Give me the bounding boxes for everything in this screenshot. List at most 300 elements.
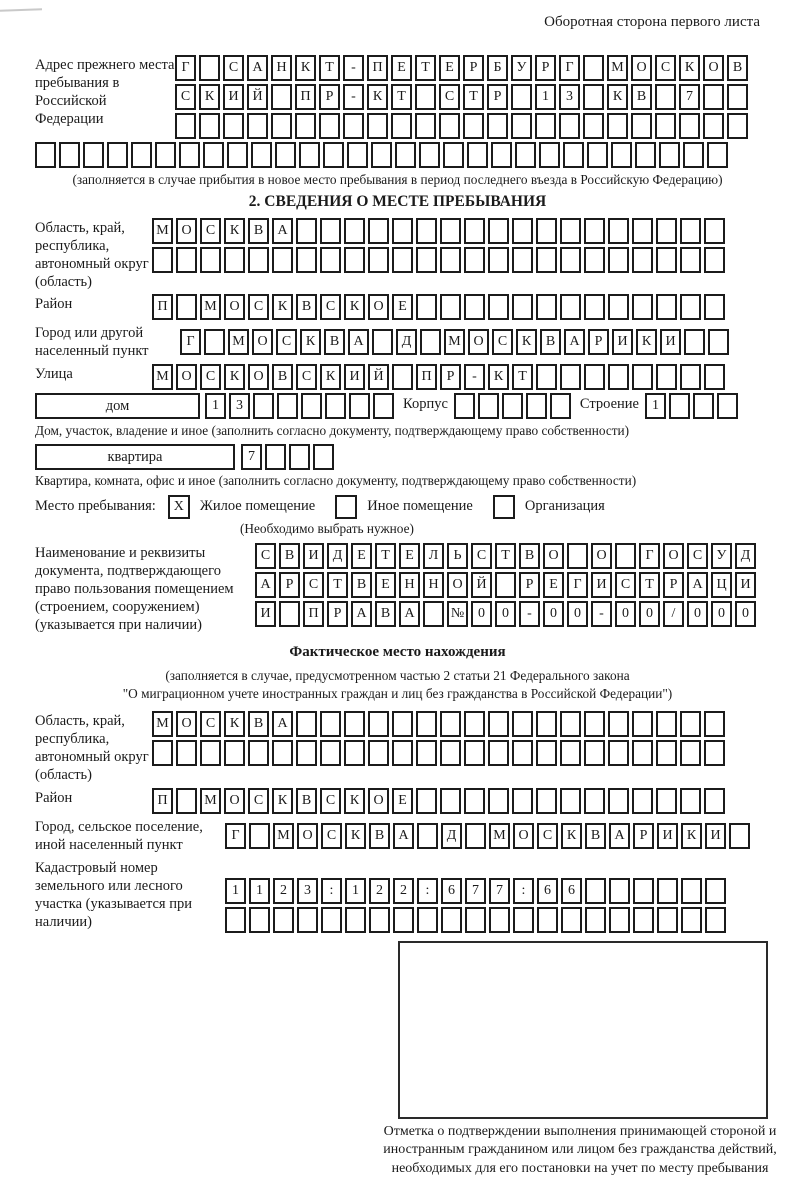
char-cell[interactable]: [585, 907, 606, 933]
char-cell[interactable]: А: [564, 329, 585, 355]
char-cell[interactable]: [344, 711, 365, 737]
char-cell[interactable]: [371, 142, 392, 168]
char-cell[interactable]: [271, 84, 292, 110]
char-cell[interactable]: 2: [393, 878, 414, 904]
char-cell[interactable]: П: [367, 55, 388, 81]
char-cell[interactable]: [683, 142, 704, 168]
char-cell[interactable]: [656, 364, 677, 390]
char-cell[interactable]: С: [655, 55, 676, 81]
char-cell[interactable]: К: [607, 84, 628, 110]
char-cell[interactable]: Т: [375, 543, 396, 569]
char-cell[interactable]: С: [303, 572, 324, 598]
char-cell[interactable]: [512, 711, 533, 737]
char-cell[interactable]: М: [273, 823, 294, 849]
char-cell[interactable]: Т: [319, 55, 340, 81]
char-cell[interactable]: [488, 788, 509, 814]
char-cell[interactable]: [423, 601, 444, 627]
char-cell[interactable]: [704, 218, 725, 244]
char-cell[interactable]: [608, 788, 629, 814]
char-cell[interactable]: [584, 218, 605, 244]
char-cell[interactable]: П: [295, 84, 316, 110]
char-cell[interactable]: К: [561, 823, 582, 849]
char-cell[interactable]: [368, 247, 389, 273]
char-cell[interactable]: [655, 113, 676, 139]
char-cell[interactable]: [727, 113, 748, 139]
char-cell[interactable]: Ь: [447, 543, 468, 569]
char-cell[interactable]: [249, 907, 270, 933]
char-cell[interactable]: [344, 247, 365, 273]
char-cell[interactable]: [669, 393, 690, 419]
char-cell[interactable]: Н: [399, 572, 420, 598]
char-cell[interactable]: 0: [615, 601, 636, 627]
char-cell[interactable]: К: [679, 55, 700, 81]
residential-checkbox[interactable]: X: [168, 495, 190, 519]
char-cell[interactable]: [513, 907, 534, 933]
char-cell[interactable]: [536, 788, 557, 814]
char-cell[interactable]: [345, 907, 366, 933]
char-cell[interactable]: [585, 878, 606, 904]
char-cell[interactable]: [440, 294, 461, 320]
char-cell[interactable]: [512, 247, 533, 273]
char-cell[interactable]: 7: [679, 84, 700, 110]
char-cell[interactable]: С: [255, 543, 276, 569]
char-cell[interactable]: О: [224, 788, 245, 814]
char-cell[interactable]: [248, 247, 269, 273]
char-cell[interactable]: [512, 740, 533, 766]
char-cell[interactable]: Л: [423, 543, 444, 569]
char-cell[interactable]: [608, 247, 629, 273]
char-cell[interactable]: [487, 113, 508, 139]
char-cell[interactable]: В: [248, 711, 269, 737]
char-cell[interactable]: Т: [327, 572, 348, 598]
char-cell[interactable]: [704, 740, 725, 766]
char-cell[interactable]: О: [297, 823, 318, 849]
char-cell[interactable]: 7: [241, 444, 262, 470]
char-cell[interactable]: [584, 364, 605, 390]
char-cell[interactable]: И: [223, 84, 244, 110]
char-cell[interactable]: [632, 294, 653, 320]
char-cell[interactable]: [536, 294, 557, 320]
char-cell[interactable]: [35, 142, 56, 168]
char-cell[interactable]: [727, 84, 748, 110]
char-cell[interactable]: Й: [368, 364, 389, 390]
char-cell[interactable]: [632, 711, 653, 737]
char-cell[interactable]: [440, 711, 461, 737]
char-cell[interactable]: Г: [559, 55, 580, 81]
char-cell[interactable]: 1: [535, 84, 556, 110]
char-cell[interactable]: [392, 218, 413, 244]
char-cell[interactable]: А: [272, 218, 293, 244]
char-cell[interactable]: Р: [519, 572, 540, 598]
char-cell[interactable]: [319, 113, 340, 139]
char-cell[interactable]: К: [636, 329, 657, 355]
char-cell[interactable]: К: [344, 294, 365, 320]
char-cell[interactable]: [632, 247, 653, 273]
char-cell[interactable]: [615, 543, 636, 569]
char-cell[interactable]: М: [152, 218, 173, 244]
house-type-box[interactable]: дом: [35, 393, 200, 419]
char-cell[interactable]: [343, 113, 364, 139]
char-cell[interactable]: П: [152, 788, 173, 814]
char-cell[interactable]: Е: [351, 543, 372, 569]
char-cell[interactable]: [656, 788, 677, 814]
char-cell[interactable]: [463, 113, 484, 139]
char-cell[interactable]: [560, 788, 581, 814]
char-cell[interactable]: [693, 393, 714, 419]
char-cell[interactable]: О: [176, 218, 197, 244]
char-cell[interactable]: И: [303, 543, 324, 569]
char-cell[interactable]: [488, 294, 509, 320]
char-cell[interactable]: [681, 907, 702, 933]
char-cell[interactable]: [512, 218, 533, 244]
char-cell[interactable]: [704, 364, 725, 390]
char-cell[interactable]: [152, 740, 173, 766]
char-cell[interactable]: [277, 393, 298, 419]
char-cell[interactable]: [536, 247, 557, 273]
char-cell[interactable]: [608, 740, 629, 766]
char-cell[interactable]: Т: [391, 84, 412, 110]
char-cell[interactable]: В: [296, 294, 317, 320]
char-cell[interactable]: [249, 823, 270, 849]
char-cell[interactable]: [203, 142, 224, 168]
char-cell[interactable]: [560, 740, 581, 766]
char-cell[interactable]: [681, 878, 702, 904]
char-cell[interactable]: 0: [639, 601, 660, 627]
char-cell[interactable]: [301, 393, 322, 419]
char-cell[interactable]: С: [296, 364, 317, 390]
char-cell[interactable]: Е: [399, 543, 420, 569]
char-cell[interactable]: [465, 907, 486, 933]
char-cell[interactable]: С: [248, 788, 269, 814]
char-cell[interactable]: [512, 788, 533, 814]
char-cell[interactable]: [488, 247, 509, 273]
char-cell[interactable]: [584, 711, 605, 737]
char-cell[interactable]: [488, 740, 509, 766]
char-cell[interactable]: М: [607, 55, 628, 81]
char-cell[interactable]: [265, 444, 286, 470]
char-cell[interactable]: [223, 113, 244, 139]
char-cell[interactable]: [584, 788, 605, 814]
char-cell[interactable]: [419, 142, 440, 168]
char-cell[interactable]: [656, 294, 677, 320]
char-cell[interactable]: [495, 572, 516, 598]
char-cell[interactable]: О: [663, 543, 684, 569]
char-cell[interactable]: [680, 788, 701, 814]
char-cell[interactable]: [175, 113, 196, 139]
char-cell[interactable]: П: [303, 601, 324, 627]
char-cell[interactable]: [563, 142, 584, 168]
char-cell[interactable]: К: [272, 294, 293, 320]
char-cell[interactable]: [395, 142, 416, 168]
char-cell[interactable]: [512, 294, 533, 320]
char-cell[interactable]: И: [344, 364, 365, 390]
char-cell[interactable]: [320, 740, 341, 766]
char-cell[interactable]: Е: [391, 55, 412, 81]
char-cell[interactable]: Р: [279, 572, 300, 598]
char-cell[interactable]: 7: [489, 878, 510, 904]
char-cell[interactable]: В: [369, 823, 390, 849]
char-cell[interactable]: А: [247, 55, 268, 81]
char-cell[interactable]: [632, 364, 653, 390]
char-cell[interactable]: А: [687, 572, 708, 598]
char-cell[interactable]: 3: [229, 393, 250, 419]
char-cell[interactable]: [464, 711, 485, 737]
char-cell[interactable]: К: [367, 84, 388, 110]
char-cell[interactable]: [349, 393, 370, 419]
char-cell[interactable]: Ц: [711, 572, 732, 598]
char-cell[interactable]: В: [248, 218, 269, 244]
char-cell[interactable]: А: [348, 329, 369, 355]
char-cell[interactable]: С: [492, 329, 513, 355]
char-cell[interactable]: [707, 142, 728, 168]
char-cell[interactable]: [416, 247, 437, 273]
char-cell[interactable]: М: [200, 294, 221, 320]
char-cell[interactable]: [313, 444, 334, 470]
char-cell[interactable]: 0: [711, 601, 732, 627]
char-cell[interactable]: Р: [663, 572, 684, 598]
char-cell[interactable]: [656, 218, 677, 244]
char-cell[interactable]: [632, 740, 653, 766]
char-cell[interactable]: Н: [271, 55, 292, 81]
char-cell[interactable]: [583, 55, 604, 81]
char-cell[interactable]: Т: [495, 543, 516, 569]
char-cell[interactable]: [704, 788, 725, 814]
char-cell[interactable]: [83, 142, 104, 168]
char-cell[interactable]: О: [224, 294, 245, 320]
char-cell[interactable]: [515, 142, 536, 168]
char-cell[interactable]: [454, 393, 475, 419]
char-cell[interactable]: Г: [180, 329, 201, 355]
char-cell[interactable]: К: [272, 788, 293, 814]
char-cell[interactable]: Г: [225, 823, 246, 849]
char-cell[interactable]: [323, 142, 344, 168]
char-cell[interactable]: [511, 84, 532, 110]
char-cell[interactable]: Д: [327, 543, 348, 569]
char-cell[interactable]: -: [519, 601, 540, 627]
char-cell[interactable]: [416, 218, 437, 244]
char-cell[interactable]: [464, 218, 485, 244]
char-cell[interactable]: [251, 142, 272, 168]
char-cell[interactable]: [631, 113, 652, 139]
char-cell[interactable]: [680, 247, 701, 273]
char-cell[interactable]: [611, 142, 632, 168]
char-cell[interactable]: 2: [369, 878, 390, 904]
char-cell[interactable]: [59, 142, 80, 168]
char-cell[interactable]: 3: [297, 878, 318, 904]
char-cell[interactable]: [729, 823, 750, 849]
char-cell[interactable]: О: [631, 55, 652, 81]
char-cell[interactable]: Н: [423, 572, 444, 598]
char-cell[interactable]: И: [591, 572, 612, 598]
char-cell[interactable]: 6: [441, 878, 462, 904]
char-cell[interactable]: А: [609, 823, 630, 849]
char-cell[interactable]: [443, 142, 464, 168]
char-cell[interactable]: В: [519, 543, 540, 569]
char-cell[interactable]: 1: [645, 393, 666, 419]
char-cell[interactable]: [107, 142, 128, 168]
char-cell[interactable]: [464, 788, 485, 814]
char-cell[interactable]: [200, 740, 221, 766]
char-cell[interactable]: [511, 113, 532, 139]
char-cell[interactable]: Т: [639, 572, 660, 598]
char-cell[interactable]: В: [727, 55, 748, 81]
char-cell[interactable]: [416, 740, 437, 766]
char-cell[interactable]: [227, 142, 248, 168]
char-cell[interactable]: [704, 247, 725, 273]
char-cell[interactable]: [415, 84, 436, 110]
char-cell[interactable]: Д: [396, 329, 417, 355]
char-cell[interactable]: С: [223, 55, 244, 81]
char-cell[interactable]: С: [615, 572, 636, 598]
char-cell[interactable]: В: [324, 329, 345, 355]
char-cell[interactable]: К: [681, 823, 702, 849]
char-cell[interactable]: [224, 247, 245, 273]
char-cell[interactable]: [583, 84, 604, 110]
char-cell[interactable]: Г: [567, 572, 588, 598]
char-cell[interactable]: М: [152, 364, 173, 390]
char-cell[interactable]: [560, 294, 581, 320]
char-cell[interactable]: [705, 878, 726, 904]
char-cell[interactable]: [321, 907, 342, 933]
char-cell[interactable]: Е: [543, 572, 564, 598]
char-cell[interactable]: [561, 907, 582, 933]
char-cell[interactable]: 1: [249, 878, 270, 904]
char-cell[interactable]: [296, 218, 317, 244]
char-cell[interactable]: [279, 601, 300, 627]
char-cell[interactable]: [536, 711, 557, 737]
char-cell[interactable]: И: [660, 329, 681, 355]
char-cell[interactable]: [367, 113, 388, 139]
char-cell[interactable]: [176, 788, 197, 814]
char-cell[interactable]: [491, 142, 512, 168]
char-cell[interactable]: 0: [735, 601, 756, 627]
char-cell[interactable]: [608, 711, 629, 737]
char-cell[interactable]: [440, 218, 461, 244]
char-cell[interactable]: О: [368, 294, 389, 320]
char-cell[interactable]: [176, 247, 197, 273]
char-cell[interactable]: [224, 740, 245, 766]
char-cell[interactable]: [420, 329, 441, 355]
char-cell[interactable]: А: [393, 823, 414, 849]
char-cell[interactable]: Т: [415, 55, 436, 81]
char-cell[interactable]: [467, 142, 488, 168]
char-cell[interactable]: У: [511, 55, 532, 81]
char-cell[interactable]: [657, 907, 678, 933]
char-cell[interactable]: С: [200, 364, 221, 390]
char-cell[interactable]: [392, 247, 413, 273]
char-cell[interactable]: [225, 907, 246, 933]
char-cell[interactable]: С: [276, 329, 297, 355]
char-cell[interactable]: [657, 878, 678, 904]
char-cell[interactable]: М: [200, 788, 221, 814]
char-cell[interactable]: [560, 247, 581, 273]
char-cell[interactable]: П: [416, 364, 437, 390]
char-cell[interactable]: [478, 393, 499, 419]
char-cell[interactable]: 1: [225, 878, 246, 904]
char-cell[interactable]: [632, 788, 653, 814]
char-cell[interactable]: В: [631, 84, 652, 110]
char-cell[interactable]: [679, 113, 700, 139]
char-cell[interactable]: [325, 393, 346, 419]
char-cell[interactable]: А: [351, 601, 372, 627]
other-premises-checkbox[interactable]: [335, 495, 357, 519]
char-cell[interactable]: [717, 393, 738, 419]
char-cell[interactable]: С: [175, 84, 196, 110]
char-cell[interactable]: [560, 218, 581, 244]
char-cell[interactable]: Б: [487, 55, 508, 81]
char-cell[interactable]: [344, 740, 365, 766]
char-cell[interactable]: [440, 788, 461, 814]
char-cell[interactable]: -: [464, 364, 485, 390]
char-cell[interactable]: 6: [561, 878, 582, 904]
char-cell[interactable]: 0: [471, 601, 492, 627]
char-cell[interactable]: [488, 711, 509, 737]
char-cell[interactable]: [440, 740, 461, 766]
char-cell[interactable]: [131, 142, 152, 168]
char-cell[interactable]: [537, 907, 558, 933]
char-cell[interactable]: [464, 740, 485, 766]
char-cell[interactable]: :: [513, 878, 534, 904]
char-cell[interactable]: [275, 142, 296, 168]
char-cell[interactable]: /: [663, 601, 684, 627]
char-cell[interactable]: 6: [537, 878, 558, 904]
char-cell[interactable]: [199, 55, 220, 81]
char-cell[interactable]: [295, 113, 316, 139]
char-cell[interactable]: Р: [327, 601, 348, 627]
char-cell[interactable]: 3: [559, 84, 580, 110]
char-cell[interactable]: Д: [441, 823, 462, 849]
char-cell[interactable]: [392, 711, 413, 737]
char-cell[interactable]: [179, 142, 200, 168]
char-cell[interactable]: О: [176, 364, 197, 390]
char-cell[interactable]: [272, 740, 293, 766]
char-cell[interactable]: В: [279, 543, 300, 569]
char-cell[interactable]: [391, 113, 412, 139]
char-cell[interactable]: [705, 907, 726, 933]
char-cell[interactable]: С: [471, 543, 492, 569]
char-cell[interactable]: [680, 711, 701, 737]
char-cell[interactable]: Й: [471, 572, 492, 598]
char-cell[interactable]: [560, 364, 581, 390]
char-cell[interactable]: [536, 740, 557, 766]
char-cell[interactable]: [526, 393, 547, 419]
char-cell[interactable]: [587, 142, 608, 168]
char-cell[interactable]: [703, 84, 724, 110]
char-cell[interactable]: №: [447, 601, 468, 627]
char-cell[interactable]: М: [444, 329, 465, 355]
char-cell[interactable]: 1: [345, 878, 366, 904]
char-cell[interactable]: А: [255, 572, 276, 598]
char-cell[interactable]: [550, 393, 571, 419]
char-cell[interactable]: -: [343, 84, 364, 110]
char-cell[interactable]: Р: [440, 364, 461, 390]
char-cell[interactable]: [680, 740, 701, 766]
char-cell[interactable]: [296, 247, 317, 273]
char-cell[interactable]: К: [300, 329, 321, 355]
char-cell[interactable]: О: [176, 711, 197, 737]
char-cell[interactable]: С: [537, 823, 558, 849]
char-cell[interactable]: О: [248, 364, 269, 390]
char-cell[interactable]: 0: [567, 601, 588, 627]
char-cell[interactable]: [416, 294, 437, 320]
char-cell[interactable]: [465, 823, 486, 849]
char-cell[interactable]: [176, 294, 197, 320]
char-cell[interactable]: О: [252, 329, 273, 355]
char-cell[interactable]: К: [224, 364, 245, 390]
char-cell[interactable]: [199, 113, 220, 139]
char-cell[interactable]: К: [345, 823, 366, 849]
char-cell[interactable]: [659, 142, 680, 168]
